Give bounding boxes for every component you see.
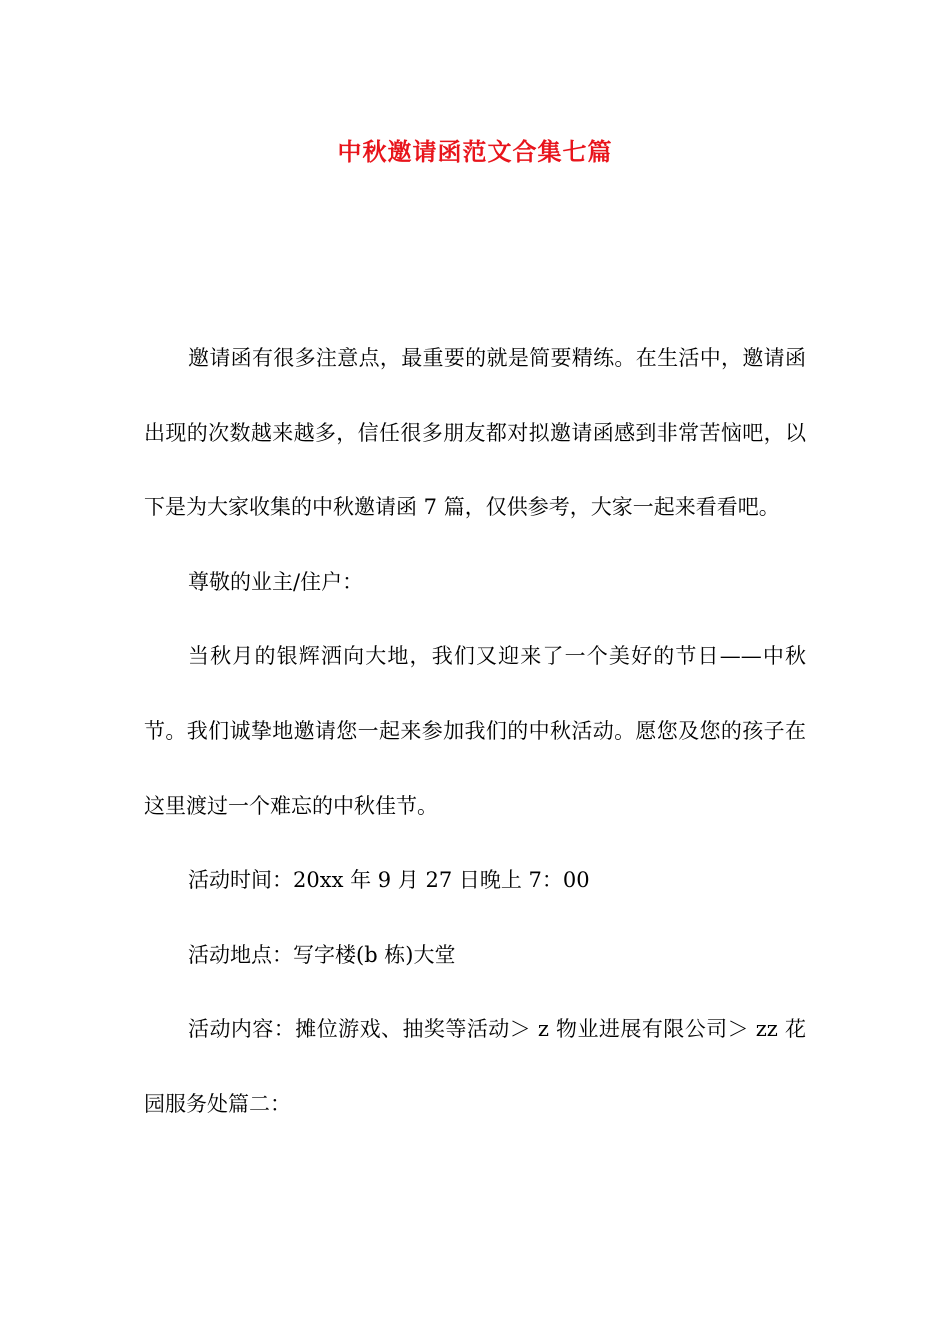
intro-paragraph: 邀请函有很多注意点，最重要的就是简要精练。在生活中，邀请函出现的次数越来越多，信任很多朋友都对拟邀请函感到非常苦恼吧，以下是为大家收集的中秋邀请函 7 篇，仅供参考，大家一起来看看吧。 (144, 346, 806, 520)
event-location: 活动地点：写字楼(b 栋)大堂 (188, 942, 456, 967)
document-title: 中秋邀请函范文合集七篇 (337, 137, 613, 166)
event-content: 活动内容：摊位游戏、抽奖等活动＞ z 物业进展有限公司＞ zz 花园服务处篇二： (144, 1017, 806, 1116)
invitation-paragraph: 当秋月的银辉洒向大地，我们又迎来了一个美好的节日——中秋节。我们诚挚地邀请您一起来参加我们的中秋活动。愿您及您的孩子在这里渡过一个难忘的中秋佳节。 (144, 644, 806, 818)
event-time: 活动时间：20xx 年 9 月 27 日晚上 7：00 (188, 868, 590, 893)
salutation: 尊敬的业主/住户： (188, 569, 364, 594)
document-body (144, 321, 806, 1142)
